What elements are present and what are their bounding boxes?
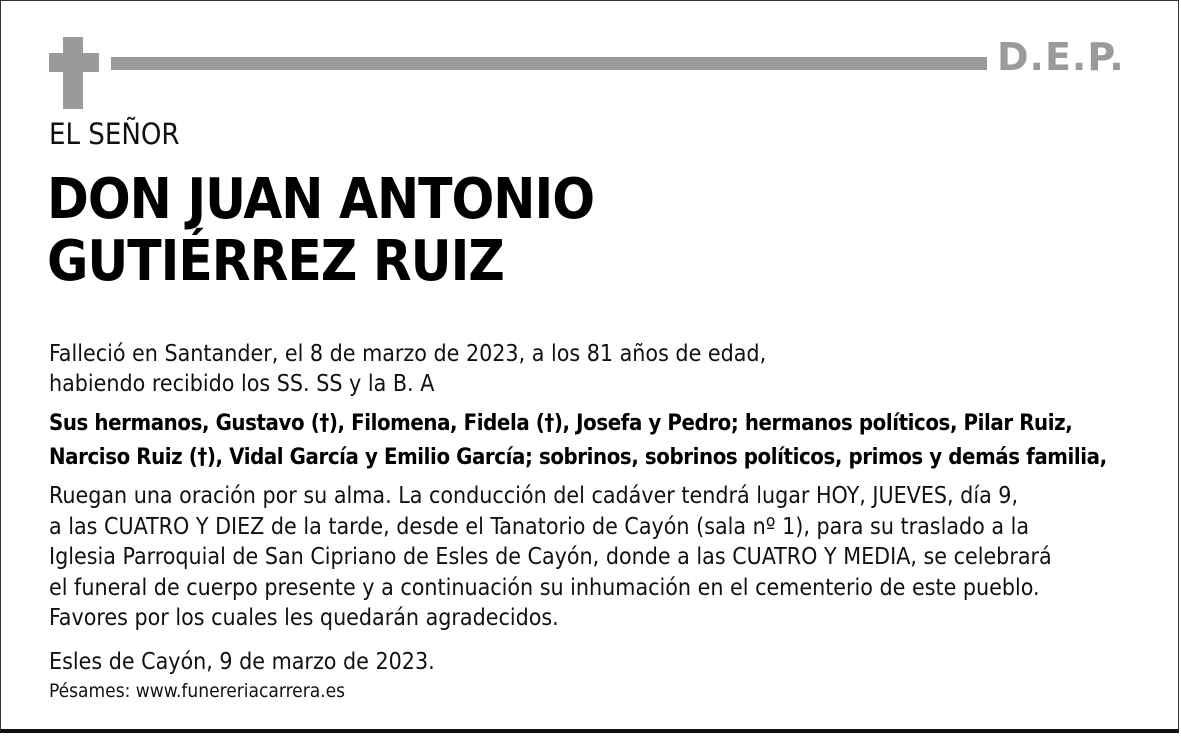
- request-line-4: el funeral de cuerpo presente y a continuación su inhumación en el cementerio de este pueblo.: [49, 574, 1040, 601]
- deceased-name: [47, 169, 594, 293]
- request-line-1: Ruegan una oración por su alma. La conducción del cadáver tendrá lugar HOY, JUEVES, día 9,: [49, 483, 1019, 509]
- cross-vertical-bar: [63, 37, 83, 109]
- place-date: Esles de Cayón, 9 de marzo de 2023.: [49, 649, 435, 675]
- honorific-title: EL SEÑOR: [49, 117, 180, 151]
- name-line-1: DON JUAN ANTONIO: [47, 167, 595, 232]
- request-line-3: Iglesia Parroquial de San Cipriano de Esles de Cayón, donde a las CUATRO Y MEDIA, se celebrará: [49, 544, 1052, 570]
- death-notice-line-2: habiendo recibido los SS. SS y la B. A: [49, 371, 435, 397]
- request-line-2: a las CUATRO Y DIEZ de la tarde, desde el Tanatorio de Cayón (sala nº 1), para su traslado a la: [49, 513, 1030, 540]
- header-rule: [111, 57, 987, 70]
- family-line-2: Narciso Ruiz (†), Vidal García y Emilio García; sobrinos, sobrinos políticos, primos y demás familia,: [49, 445, 1107, 470]
- death-notice: [49, 339, 766, 399]
- name-line-2: GUTIÉRREZ RUIZ: [47, 229, 504, 294]
- dep-mark: D.E.P.: [997, 35, 1125, 79]
- family-line-1: Sus hermanos, Gustavo (†), Filomena, Fidela (†), Josefa y Pedro; hermanos políticos, Pilar Ruiz,: [49, 411, 1073, 436]
- request-line-5: Favores por los cuales les quedarán agradecidos.: [49, 605, 559, 631]
- cross-horizontal-bar: [49, 53, 99, 72]
- condolences-link: Pésames: www.funereriacarrera.es: [49, 680, 346, 702]
- death-notice-line-1: Falleció en Santander, el 8 de marzo de 2023, a los 81 años de edad,: [49, 341, 767, 367]
- family-list: [49, 407, 1107, 475]
- funeral-request: [49, 481, 1052, 634]
